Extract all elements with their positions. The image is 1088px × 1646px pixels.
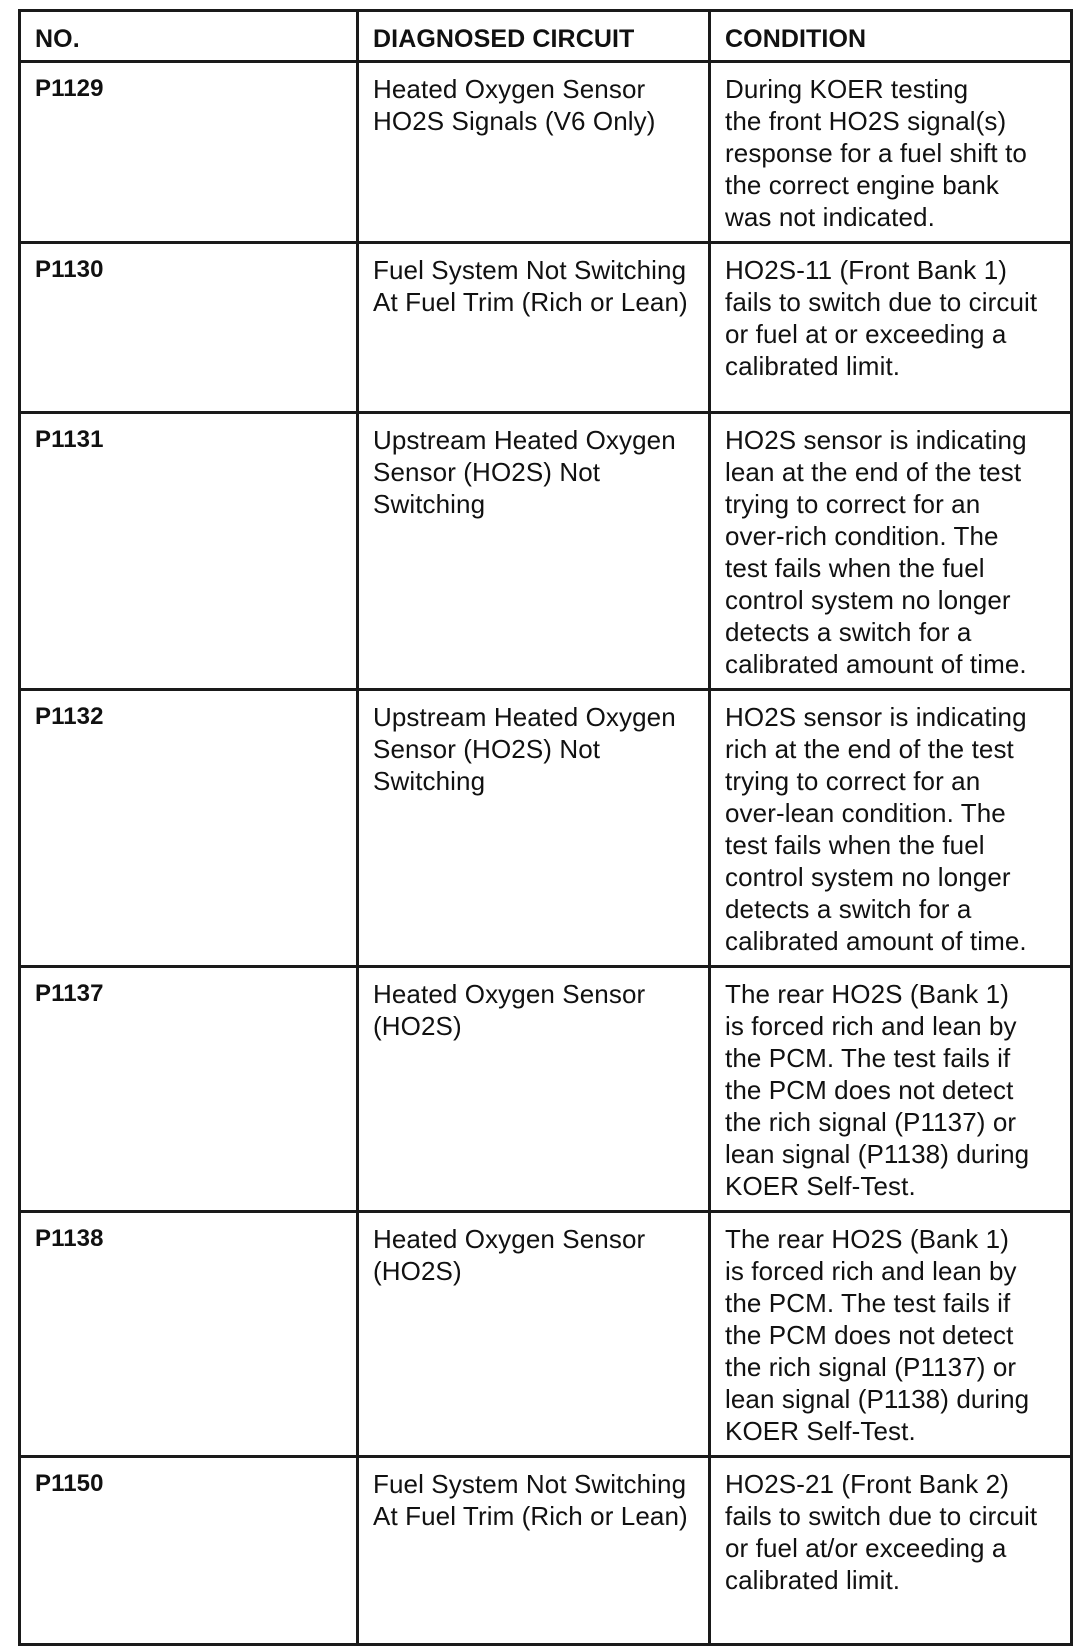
condition-text: HO2S sensor is indicating lean at the end of the test trying to correct for an over-rich condition. The test fails when the fuel control system no longer detects a switch for a calibrated amount of time. [725,425,1027,679]
header-row [20,11,1072,62]
table-header [20,11,1072,62]
circuit-text: Fuel System Not Switching At Fuel Trim (Rich or Lean) [373,1469,688,1531]
cell-circuit [358,1212,710,1457]
circuit-text: Upstream Heated Oxygen Sensor (HO2S) Not Switching [373,425,676,519]
circuit-text: Heated Oxygen Sensor (HO2S) [373,1224,646,1286]
cell-circuit [358,1457,710,1645]
header-condition: CONDITION [710,11,1072,62]
condition-text: During KOER testing the front HO2S signal(s) response for a fuel shift to the correct engine bank was not indicated. [725,74,1027,232]
cell-code: P1132 [20,690,358,967]
circuit-text: Fuel System Not Switching At Fuel Trim (Rich or Lean) [373,255,688,317]
cell-circuit [358,967,710,1212]
condition-text: HO2S-11 (Front Bank 1) fails to switch due to circuit or fuel at or exceeding a calibrated limit. [725,255,1038,381]
cell-condition [710,62,1072,243]
cell-circuit [358,690,710,967]
table-row [20,1457,1072,1645]
circuit-text: Heated Oxygen Sensor (HO2S) [373,979,646,1041]
circuit-text: Upstream Heated Oxygen Sensor (HO2S) Not Switching [373,702,676,796]
cell-code: P1150 [20,1457,358,1645]
header-no: NO. [20,11,358,62]
cell-condition [710,690,1072,967]
condition-text: HO2S-21 (Front Bank 2) fails to switch due to circuit or fuel at/or exceeding a calibrated limit. [725,1469,1038,1595]
circuit-text: Heated Oxygen Sensor HO2S Signals (V6 Only) [373,74,656,136]
table-row [20,1212,1072,1457]
cell-condition [710,413,1072,690]
cell-condition [710,1212,1072,1457]
cell-code: P1131 [20,413,358,690]
diagnostic-code-table [18,9,1073,1646]
table-row [20,690,1072,967]
cell-condition [710,1457,1072,1645]
condition-text: The rear HO2S (Bank 1) is forced rich and lean by the PCM. The test fails if the PCM does not detect the rich signal (P1137) or lean signal (P1138) during KOER Self-Test. [725,1224,1030,1446]
table-row [20,967,1072,1212]
table-body [20,62,1072,1645]
cell-condition [710,967,1072,1212]
cell-circuit [358,243,710,413]
table-row [20,62,1072,243]
condition-text: HO2S sensor is indicating rich at the end of the test trying to correct for an over-lean condition. The test fails when the fuel control system no longer detects a switch for a calibrated amount of time. [725,702,1027,956]
cell-code: P1138 [20,1212,358,1457]
condition-text: The rear HO2S (Bank 1) is forced rich and lean by the PCM. The test fails if the PCM does not detect the rich signal (P1137) or lean signal (P1138) during KOER Self-Test. [725,979,1030,1201]
cell-condition [710,243,1072,413]
cell-code: P1137 [20,967,358,1212]
cell-circuit [358,413,710,690]
cell-circuit [358,62,710,243]
header-diagnosed-circuit: DIAGNOSED CIRCUIT [358,11,710,62]
table-row [20,243,1072,413]
cell-code: P1129 [20,62,358,243]
cell-code: P1130 [20,243,358,413]
table-row [20,413,1072,690]
